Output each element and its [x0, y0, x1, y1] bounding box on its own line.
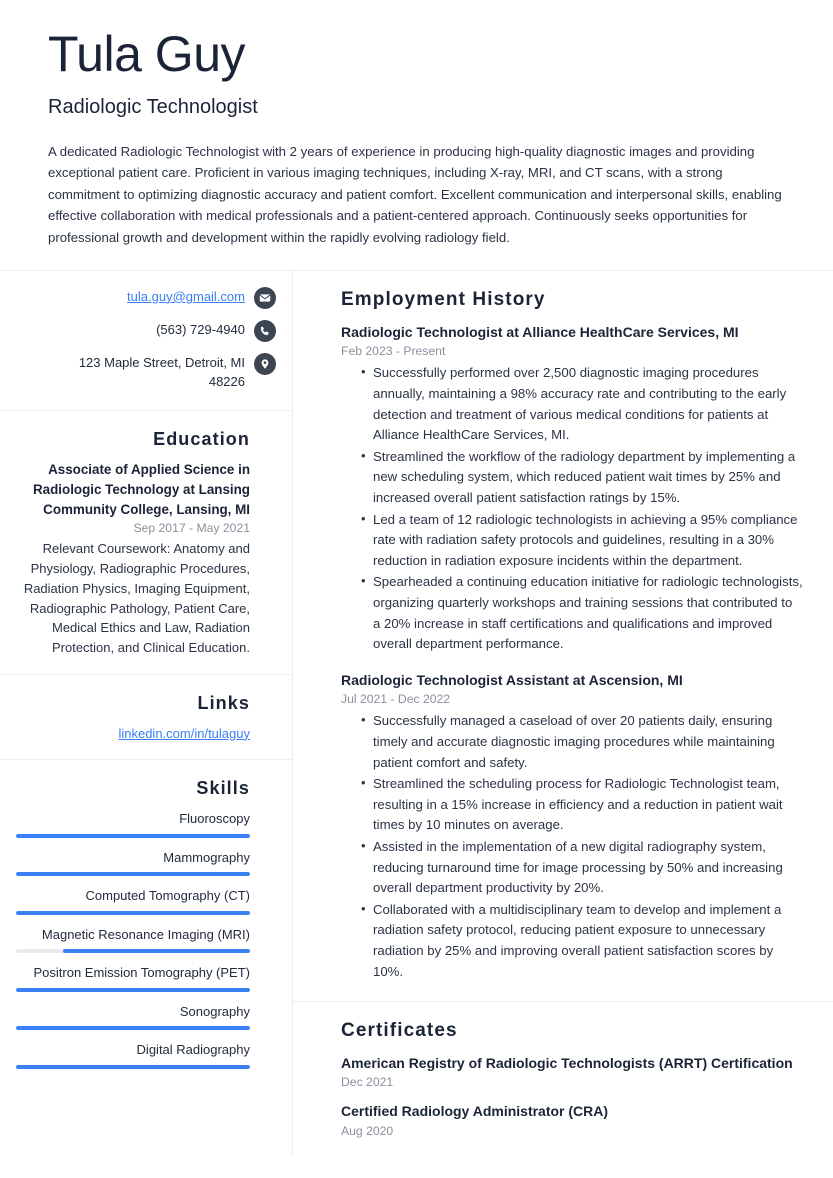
employment-bullet: • Streamlined the scheduling process for Radiologic Technologist team, resulting in a 15% increase in efficiency and a reduction in patient wait times by 10 minutes on average. [361, 774, 803, 836]
employment-bullet: • Led a team of 12 radiologic technologists in achieving a 95% compliance rate with radiation safety protocols and guidelines, resulting in a 30% reduction in radiation exposure incidents within the department. [361, 510, 803, 572]
skills-heading: Skills [196, 778, 250, 799]
skill-item [16, 1040, 250, 1069]
skill-level-fill [16, 872, 250, 876]
certificates-heading: Certificates [341, 1020, 458, 1042]
certificates-list [341, 1054, 803, 1138]
skill-level-fill [16, 1026, 250, 1030]
certificate-date: Dec 2021 [341, 1075, 394, 1090]
certificate-entry [341, 1054, 803, 1089]
employment-block [293, 271, 833, 1001]
skill-label: Computed Tomography (CT) [85, 888, 250, 904]
links-heading: Links [197, 692, 250, 713]
employment-bullet: • Assisted in the implementation of a new digital radiography system, reducing turnaround time for image processing by 50% and increasing overall department productivity by 20%. [361, 837, 803, 899]
email-link[interactable]: tula.guy@gmail.com [127, 288, 245, 304]
phone-icon [254, 320, 276, 342]
skill-level-bar [16, 872, 250, 876]
skill-level-bar [16, 1065, 250, 1069]
skill-label: Positron Emission Tomography (PET) [33, 965, 250, 981]
contact-block [0, 271, 292, 410]
employment-bullet: • Streamlined the workflow of the radiology department by implementing a new scheduling system, which reduced patient wait times by 25% and increased overall patient satisfaction ratings by 15%. [361, 447, 803, 509]
skill-level-fill [16, 988, 250, 992]
employment-title: Radiologic Technologist Assistant at Ascension, MI [341, 671, 683, 688]
education-entry [16, 460, 250, 658]
skill-label: Magnetic Resonance Imaging (MRI) [41, 926, 250, 942]
contact-row-email [16, 287, 276, 309]
job-title-subheading: Radiologic Technologist [48, 96, 258, 118]
certificate-title: American Registry of Radiologic Technologists (ARRT) Certification [341, 1055, 793, 1072]
certificate-date: Aug 2020 [341, 1123, 394, 1138]
skill-level-fill [16, 834, 250, 838]
education-date: Sep 2017 - May 2021 [133, 521, 250, 536]
skills-block [0, 760, 292, 1085]
contact-row-address [16, 353, 276, 392]
phone-text: (563) 729-4940 [156, 321, 245, 337]
skill-item [16, 963, 250, 992]
skill-label: Fluoroscopy [179, 811, 250, 827]
skill-item [16, 1002, 250, 1031]
page-title: Tula Guy [48, 26, 246, 82]
employment-date: Jul 2021 - Dec 2022 [341, 692, 451, 707]
linkedin-link[interactable]: linkedin.com/in/tulaguy [118, 725, 250, 741]
education-heading: Education [153, 428, 250, 449]
email-text [127, 287, 245, 307]
address-text: 123 Maple Street, Detroit, MI 48226 [78, 354, 245, 390]
employment-title: Radiologic Technologist at Alliance HealthCare Services, MI [341, 323, 739, 340]
skill-item [16, 848, 250, 877]
employment-bullet: • Successfully performed over 2,500 diagnostic imaging procedures annually, maintaining a 98% accuracy rate and contributing to the early detection and treatment of various medical conditions for patients at Alliance HealthCare Services, MI. [361, 363, 803, 445]
education-degree: Associate of Applied Science in Radiologic Technology at Lansing Community College, Lansing, MI [33, 461, 250, 517]
skill-level-bar [16, 988, 250, 992]
skill-level-bar [16, 911, 250, 915]
skill-item [16, 809, 250, 838]
links-block [0, 675, 292, 760]
employment-bullet-list [341, 711, 803, 982]
skill-level-bar [16, 949, 250, 953]
skill-level-fill [63, 949, 250, 953]
employment-bullet: • Collaborated with a multidisciplinary team to develop and implement a radiation safety protocol, reducing patient exposure to unnecessary radiation by 25% and improving overall patient satisfaction scores by 10%. [361, 900, 803, 982]
main-column [292, 271, 833, 1156]
employment-bullet: • Spearheaded a continuing education initiative for radiologic technologists, organizing quarterly workshops and training sessions that contributed to a 20% increase in staff certifications and qualifications and improved overall department performance. [361, 572, 803, 654]
employment-date: Feb 2023 - Present [341, 344, 446, 359]
certificates-block [293, 1002, 833, 1156]
employment-bullet: • Successfully managed a caseload of over 20 patients daily, ensuring timely and accurate diagnostic imaging procedures while maintaining patient comfort and safety. [361, 711, 803, 773]
envelope-icon [254, 287, 276, 309]
employment-bullet-list [341, 363, 803, 654]
skill-label: Sonography [179, 1003, 250, 1019]
certificate-entry [341, 1102, 803, 1137]
contact-row-phone [16, 320, 276, 342]
skill-level-fill [16, 1065, 250, 1069]
skill-level-bar [16, 834, 250, 838]
employment-list [341, 323, 803, 982]
skill-label: Digital Radiography [136, 1042, 250, 1058]
professional-summary: A dedicated Radiologic Technologist with 2 years of experience in producing high-quality diagnostic images and providing exceptional patient care. Proficient in various imaging techniques, including X-ray, MRI, and CT scans, with a strong commitment to optimizing diagnostic accuracy and patient comfort. Excellent communication and interpersonal skills, enabling effective collaboration with medical professionals and a patient-centered approach. Continuously seeks opportunities for professional growth and development within the rapidly evolving radiology field. [48, 144, 782, 245]
employment-heading: Employment History [341, 288, 546, 310]
certificate-title: Certified Radiology Administrator (CRA) [341, 1103, 609, 1120]
resume-header [0, 0, 833, 270]
education-description: Relevant Coursework: Anatomy and Physiology, Radiographic Procedures, Radiation Physics, Imaging Equipment, Radiographic Pathology, Patient Care, Medical Ethics and Law, Radiation Protection, and Clinical Education. [23, 541, 250, 656]
skill-item [16, 925, 250, 954]
employment-entry [341, 671, 803, 982]
skill-level-fill [16, 911, 250, 915]
location-pin-icon [254, 353, 276, 375]
skill-level-bar [16, 1026, 250, 1030]
employment-entry [341, 323, 803, 655]
link-item [16, 724, 250, 744]
sidebar [0, 271, 292, 1156]
skill-item [16, 886, 250, 915]
resume-body [0, 271, 833, 1156]
skill-label: Mammography [163, 849, 250, 865]
education-block [0, 411, 292, 674]
skills-list [16, 809, 250, 1069]
